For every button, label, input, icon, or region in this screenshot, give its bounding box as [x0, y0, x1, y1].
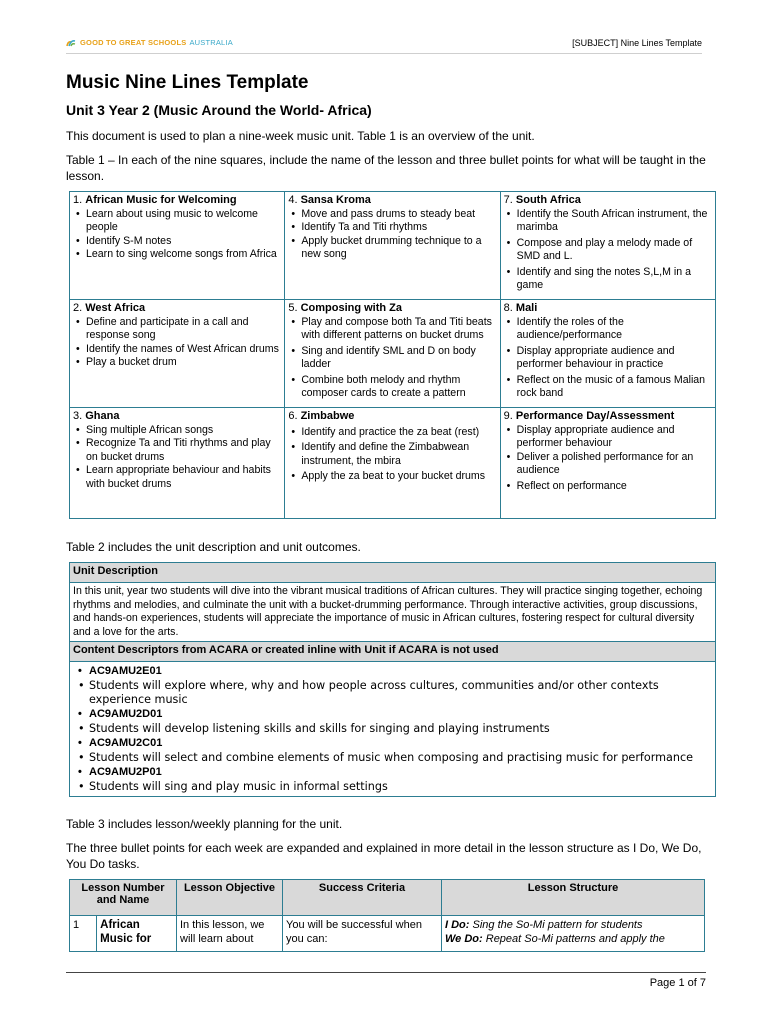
header-subject-title: [SUBJECT] Nine Lines Template [572, 38, 702, 48]
list-item: • Identify the roles of the audience/performance [504, 316, 712, 343]
i-do-label: I Do: [445, 919, 470, 931]
lesson-planning-table [69, 879, 705, 952]
list-item: • Sing and identify SML and D on body ladder [288, 345, 496, 372]
brand-logo [66, 38, 233, 47]
list-item: • Sing multiple African songs [73, 424, 281, 437]
descriptor-code: • AC9AMU2P01 [73, 765, 712, 780]
page-header [66, 36, 702, 54]
lesson-bullets [288, 208, 496, 262]
lesson-number-name-cell [70, 916, 177, 952]
unit-description-table [69, 562, 716, 797]
lesson-number: 2. [73, 302, 83, 314]
list-item: • Identify and define the Zimbabwean instrument, the mbira [288, 441, 496, 468]
lesson-number: 6. [288, 410, 298, 422]
list-item: • Reflect on the music of a famous Malian rock band [504, 374, 712, 401]
list-item: • Apply the za beat to your bucket drums [288, 470, 496, 483]
table2-caption: Table 2 includes the unit description and unit outcomes. [66, 540, 361, 554]
column-header: Success Criteria [283, 880, 442, 916]
column-header: Lesson Structure [442, 880, 705, 916]
lesson-number: 5. [288, 302, 298, 314]
list-item: • Identify the South African instrument, the marimba [504, 208, 712, 235]
lesson-name: African Music for [100, 919, 152, 945]
lesson-number: 8. [503, 302, 513, 314]
lesson-number: 7. [503, 194, 513, 206]
list-item: • Combine both melody and rhythm composer cards to create a pattern [288, 374, 496, 401]
unit-description-text: In this unit, year two students will dive into the vibrant musical traditions of African cultures. They will practice singing together, echoing rhythms and melodies, and culminate the unit with a bucket-drumming performance. Through interactive activities, group discussions, and hands-on experiences, students will appreciate the importance of music in African cultures, fostering respect for cultural diversity and a love for the arts. [70, 583, 716, 642]
page-footer [66, 972, 706, 989]
list-item: • Move and pass drums to steady beat [288, 208, 496, 221]
table1-caption: Table 1 – In each of the nine squares, include the name of the lesson and three bullet points for what will be taught in the lesson. [66, 153, 706, 183]
lesson-bullets [504, 424, 712, 493]
lesson-cell [285, 192, 500, 300]
list-item: • Learn to sing welcome songs from Africa [73, 248, 281, 261]
table-row [70, 563, 716, 583]
brand-name: GOOD TO GREAT SCHOOLS [80, 38, 187, 47]
logo-mark-icon [66, 39, 76, 47]
list-item: • Display appropriate audience and performer behaviour in practice [504, 345, 712, 372]
lesson-name: Composing with Za [300, 302, 403, 314]
success-criteria-cell: You will be successful when you can: [283, 916, 442, 952]
table-row [70, 662, 716, 797]
list-item: • Compose and play a melody made of SMD and L. [504, 237, 712, 264]
unit-description-heading: Unit Description [70, 563, 716, 583]
nine-lines-table [69, 191, 716, 519]
descriptor-text: • Students will develop listening skills and skills for singing and playing instruments [73, 722, 712, 736]
lesson-cell [70, 192, 285, 300]
page-number: Page 1 of 7 [649, 977, 706, 989]
descriptor-code: • AC9AMU2D01 [73, 707, 712, 722]
lesson-number: 1 [70, 916, 97, 951]
intro-paragraph: This document is used to plan a nine-week music unit. Table 1 is an overview of the unit. [66, 129, 535, 143]
list-item: • Reflect on performance [504, 480, 712, 493]
lesson-number: 1. [73, 194, 83, 206]
lesson-name: Sansa Kroma [300, 194, 371, 206]
lesson-structure-cell [442, 916, 705, 952]
table-row [70, 300, 716, 408]
lesson-bullets [73, 208, 281, 262]
lesson-name: Zimbabwe [300, 410, 355, 422]
content-descriptors-cell [70, 662, 716, 797]
lesson-bullets [288, 316, 496, 400]
lesson-name: Mali [515, 302, 538, 314]
list-item: • Learn appropriate behaviour and habits with bucket drums [73, 464, 281, 491]
descriptor-text: • Students will explore where, why and how people across cultures, communities and/or other contexts experience music [73, 679, 712, 707]
lesson-name: South Africa [515, 194, 581, 206]
we-do-label: We Do: [445, 933, 483, 945]
lesson-bullets [504, 316, 712, 400]
table-row [70, 192, 716, 300]
content-descriptors-heading: Content Descriptors from ACARA or created inline with Unit if ACARA is not used [70, 642, 716, 662]
lesson-bullets [504, 208, 712, 292]
list-item: • Learn about using music to welcome people [73, 208, 281, 235]
lesson-cell [285, 300, 500, 408]
list-item: • Identify the names of West African drums [73, 343, 281, 356]
descriptor-text: • Students will select and combine elements of music when composing and practising music for performance [73, 751, 712, 765]
document-title: Music Nine Lines Template [66, 72, 309, 93]
lesson-cell [70, 408, 285, 519]
list-item: • Identify Ta and Titi rhythms [288, 221, 496, 234]
table3-caption: Table 3 includes lesson/weekly planning for the unit. [66, 817, 343, 831]
descriptor-code: • AC9AMU2C01 [73, 736, 712, 751]
content-descriptors-list [73, 664, 712, 794]
table-row [70, 408, 716, 519]
list-item: • Identify S-M notes [73, 235, 281, 248]
column-header: Lesson Number and Name [70, 880, 177, 916]
lesson-bullets [73, 316, 281, 370]
lesson-bullets [288, 426, 496, 484]
list-item: • Define and participate in a call and response song [73, 316, 281, 343]
descriptor-code: • AC9AMU2E01 [73, 664, 712, 679]
list-item: • Play a bucket drum [73, 356, 281, 369]
table3-explanation: The three bullet points for each week are expanded and explained in more detail in the lesson structure as I Do, We Do, You Do tasks. [66, 841, 702, 871]
table-row [70, 583, 716, 642]
i-do-text: Sing the So-Mi pattern for students [469, 919, 643, 931]
we-do-text: Repeat So-Mi patterns and apply the [482, 933, 665, 945]
lesson-name: Performance Day/Assessment [515, 410, 675, 422]
table-row [70, 916, 705, 952]
list-item: • Display appropriate audience and performer behaviour [504, 424, 712, 451]
list-item: • Identify and practice the za beat (rest) [288, 426, 496, 439]
lesson-number: 4. [288, 194, 298, 206]
lesson-name: African Music for Welcoming [85, 194, 237, 206]
lesson-number: 3. [73, 410, 83, 422]
document-subtitle: Unit 3 Year 2 (Music Around the World- Africa) [66, 102, 372, 118]
descriptor-text: • Students will sing and play music in informal settings [73, 780, 712, 794]
lesson-bullets [73, 424, 281, 491]
brand-region: AUSTRALIA [189, 38, 233, 47]
lesson-cell [285, 408, 500, 519]
lesson-cell [500, 408, 715, 519]
lesson-name: West Africa [85, 302, 146, 314]
lesson-name: Ghana [85, 410, 120, 422]
column-header: Lesson Objective [177, 880, 283, 916]
lesson-cell [500, 192, 715, 300]
table-header-row [70, 880, 705, 916]
lesson-objective-cell: In this lesson, we will learn about [177, 916, 283, 952]
lesson-number: 9. [503, 410, 513, 422]
list-item: • Apply bucket drumming technique to a new song [288, 235, 496, 262]
list-item: • Deliver a polished performance for an audience [504, 451, 712, 478]
lesson-cell [500, 300, 715, 408]
table-row [70, 642, 716, 662]
list-item: • Recognize Ta and Titi rhythms and play on bucket drums [73, 437, 281, 464]
lesson-cell [70, 300, 285, 408]
list-item: • Play and compose both Ta and Titi beats with different patterns on bucket drums [288, 316, 496, 343]
list-item: • Identify and sing the notes S,L,M in a game [504, 266, 712, 293]
